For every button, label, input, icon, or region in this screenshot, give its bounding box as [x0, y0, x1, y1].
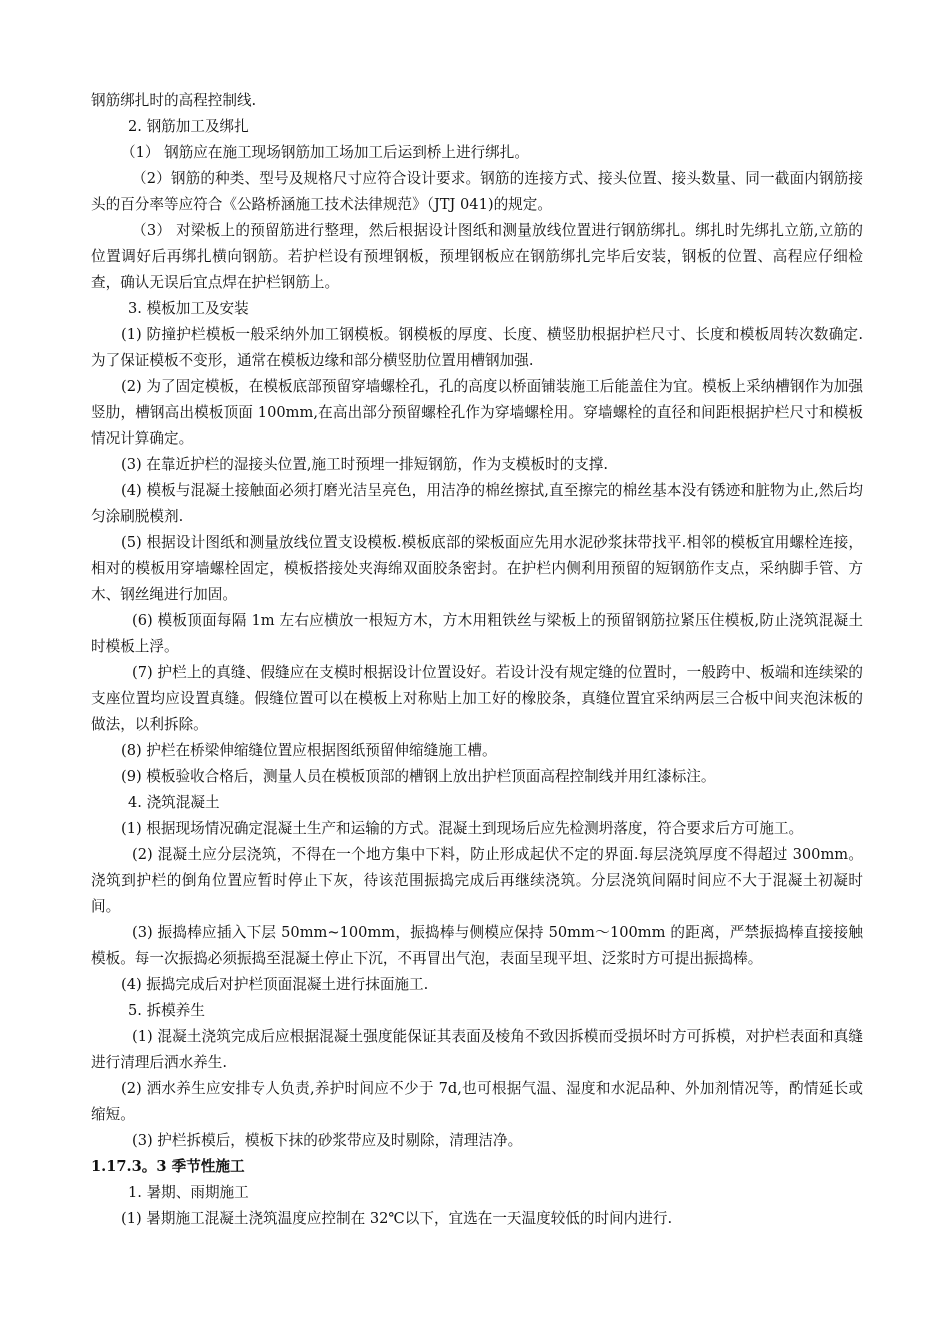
paragraph: 钢筋绑扎时的高程控制线. — [91, 92, 257, 109]
paragraph: （2）钢筋的种类、型号及规格尺寸应符合设计要求。钢筋的连接方式、接头位置、接头数量、同一截面内钢筋接头的百分率等应符合《公路桥涵施工技术法律规范》（JTJ 041)的规定。 — [91, 170, 863, 213]
paragraph: (3) 振捣棒应插入下层 50mm~100mm，振捣棒与侧模应保持 50mm～100mm 的距离，严禁振捣棒直接接触模板。每一次振捣必须振捣至混凝土停止下沉，不再冒出气泡，表面呈现平坦、泛浆时方可提出振捣棒。 — [91, 924, 863, 967]
paragraph: (6) 模板顶面每隔 1m 左右应横放一根短方木，方木用粗铁丝与梁板上的预留钢筋拉紧压住模板,防止浇筑混凝土时模板上浮。 — [91, 612, 863, 655]
paragraph: (2) 混凝土应分层浇筑，不得在一个地方集中下料，防止形成起伏不定的界面.每层浇筑厚度不得超过 300mm。浇筑到护栏的倒角位置应暂时停止下灰，待该范围振捣完成后再继续浇筑。分层浇筑间隔时间应不大于混凝土初凝时间。 — [91, 846, 863, 915]
paragraph: (2) 洒水养生应安排专人负责,养护时间应不少于 7d,也可根据气温、湿度和水泥品种、外加剂情况等，酌情延长或缩短。 — [91, 1080, 863, 1123]
chapter-heading: 1.17.3。3 季节性施工 — [91, 1158, 245, 1175]
section-heading: 2. 钢筋加工及绑扎 — [128, 118, 249, 135]
section-heading: 3. 模板加工及安装 — [128, 300, 249, 317]
paragraph: (3) 护栏拆模后，模板下抹的砂浆带应及时剔除，清理洁净。 — [132, 1132, 523, 1149]
paragraph: (1) 根据现场情况确定混凝土生产和运输的方式。混凝土到现场后应先检测坍落度，符合要求后方可施工。 — [121, 820, 804, 837]
paragraph: (3) 在靠近护栏的湿接头位置,施工时预埋一排短钢筋，作为支模板时的支撑. — [121, 456, 608, 473]
section-heading: 5. 拆模养生 — [128, 1002, 205, 1019]
paragraph: (2) 为了固定模板，在模板底部预留穿墙螺栓孔，孔的高度以桥面铺装施工后能盖住为宜。模板上采纳槽钢作为加强竖肋，槽钢高出模板顶面 100mm,在高出部分预留螺栓孔作为穿墙螺栓用。穿墙螺栓的直径和间距根据护栏尺寸和模板情况计算确定。 — [91, 378, 863, 447]
paragraph: (9) 模板验收合格后，测量人员在模板顶部的槽钢上放出护栏顶面高程控制线并用红漆标注。 — [121, 768, 716, 785]
paragraph: (1) 防撞护栏模板一般采纳外加工钢模板。钢模板的厚度、长度、横竖肋根据护栏尺寸、长度和模板周转次数确定.为了保证模板不变形，通常在模板边缘和部分横竖肋位置用槽钢加强. — [91, 326, 863, 369]
section-heading: 1. 暑期、雨期施工 — [128, 1184, 249, 1201]
paragraph: (4) 模板与混凝土接触面必须打磨光洁呈亮色，用洁净的棉丝擦拭,直至擦完的棉丝基本没有锈迹和脏物为止,然后均匀涂刷脱模剂. — [91, 482, 863, 525]
paragraph: (1) 混凝土浇筑完成后应根据混凝土强度能保证其表面及棱角不致因拆模而受损坏时方可拆模，对护栏表面和真缝进行清理后洒水养生. — [91, 1028, 863, 1071]
paragraph: (4) 振捣完成后对护栏顶面混凝土进行抹面施工. — [121, 976, 429, 993]
document-page — [91, 88, 863, 1232]
paragraph: （1） 钢筋应在施工现场钢筋加工场加工后运到桥上进行绑扎。 — [121, 144, 529, 161]
paragraph: （3） 对梁板上的预留筋进行整理，然后根据设计图纸和测量放线位置进行钢筋绑扎。绑扎时先绑扎立筋,立筋的位置调好后再绑扎横向钢筋。若护栏设有预埋钢板，预埋钢板应在钢筋绑扎完毕后安装，钢板的位置、高程应仔细检查，确认无误后宜点焊在护栏钢筋上。 — [91, 222, 863, 291]
paragraph: (1) 暑期施工混凝土浇筑温度应控制在 32℃以下，宜选在一天温度较低的时间内进行. — [121, 1210, 673, 1227]
paragraph: (8) 护栏在桥梁伸缩缝位置应根据图纸预留伸缩缝施工槽。 — [121, 742, 497, 759]
section-heading: 4. 浇筑混凝土 — [128, 794, 220, 811]
paragraph: (7) 护栏上的真缝、假缝应在支模时根据设计位置设好。若设计没有规定缝的位置时，一般跨中、板端和连续梁的支座位置均应设置真缝。假缝位置可以在模板上对称贴上加工好的橡胶条，真缝位置宜采纳两层三合板中间夹泡沫板的做法，以利拆除。 — [91, 664, 863, 733]
paragraph: (5) 根据设计图纸和测量放线位置支设模板.模板底部的梁板面应先用水泥砂浆抹带找平.相邻的模板宜用螺栓连接，相对的模板用穿墙螺栓固定，模板搭接处夹海绵双面胶条密封。在护栏内侧利用预留的短钢筋作支点，采纳脚手管、方木、钢丝绳进行加固。 — [91, 534, 863, 603]
